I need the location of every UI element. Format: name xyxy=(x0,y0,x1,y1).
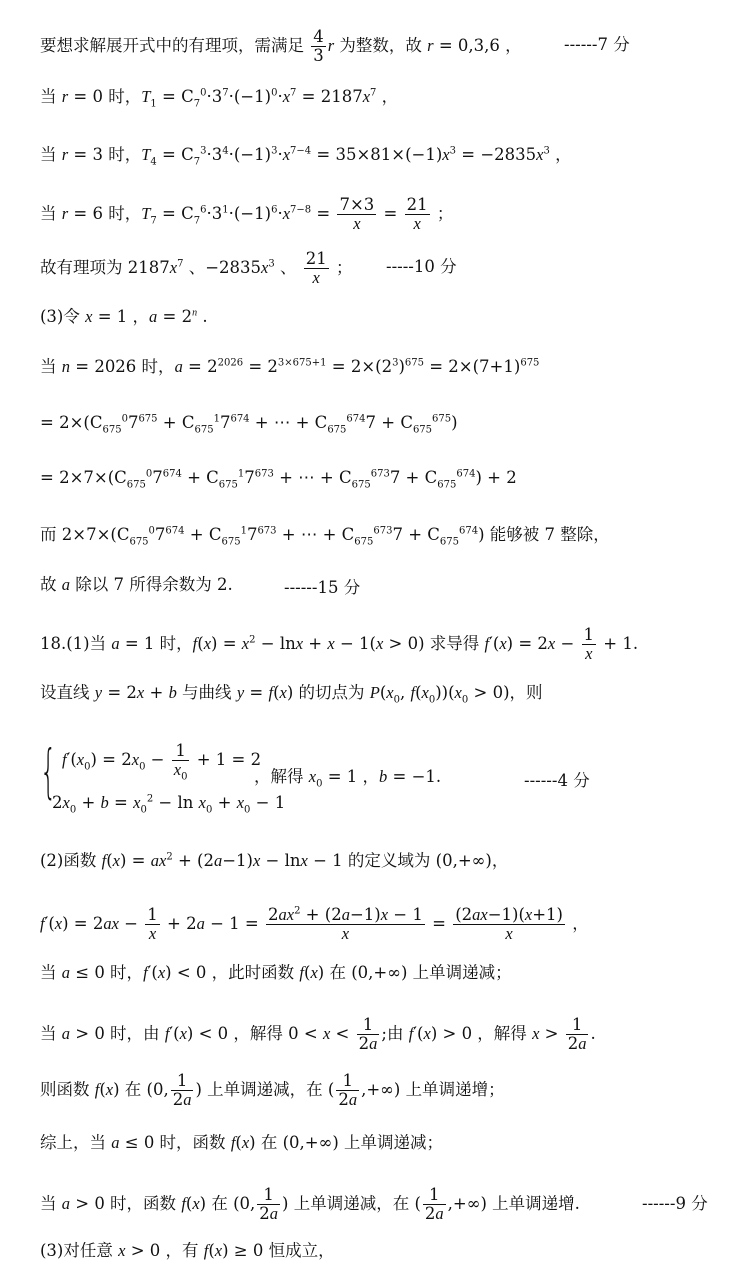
line-18: 当 a > 0 时，由 f′(x) < 0 ，解得 0 < x < $\frac{1}{2a}$ ;由 f′(x) > 0 ，解得 x > $\frac{1}{2a}$ . xyxy=(40,1015,596,1053)
score-15: ------15 分 xyxy=(284,578,361,597)
system-brace: { xyxy=(40,737,57,805)
line-4: 当 r = 6 时，$T_7 = C_7^6\cdot 3^1\cdot(-1)^6\cdot x^{7-8}$ = $\frac{7\times 3}{x}$ = $\frac{21}{x}$ ； xyxy=(40,195,454,233)
score-4: ------4 分 xyxy=(524,771,590,790)
line-15: (2)函数 $f(x) = ax^2 + (2a-1)x - \ln x - 1$ 的定义域为 (0,+∞)， xyxy=(40,851,509,870)
line-13: 设直线 y = 2x + b 与曲线 y = f(x) 的切点为 $P(x_0$, $f(x_0))(x_0 > 0)$，则 xyxy=(40,683,543,706)
line-1: 要想求解展开式中的有理项，需满足 $\frac{4}{3}$ r 为整数，故 r = 0,3,6 ， xyxy=(40,27,522,65)
line-11: 故 a 除以 7 所得余数为 2. xyxy=(40,575,233,594)
line-9: = $2\times 7\times(C_{675}^07^{674} + C_{675}^17^{673}$ + ⋯ + $C_{675}^{673}7 + C_{675}^{674}) + 2$ xyxy=(40,468,517,491)
system-equation-2: $2x_0 + b = x_0^2 - \ln x_0 + x_0 - 1$ xyxy=(52,793,286,816)
line-5: 故有理项为 $2187x^7$ 、$-2835x^3$ 、 $\frac{21}{x}$ ； xyxy=(40,249,353,287)
line-16: f′(x) = 2ax − $\frac{1}{x}$ + 2a − 1 = $\frac{2ax^2 + (2a-1)x - 1}{x}$ = $\frac{(2ax-1)(x+1)}{x}$ ， xyxy=(40,905,589,943)
line-2: 当 r = 0 时，$T_1 = C_7^0\cdot 3^7\cdot(-1)^0\cdot x^7 = 2187x^7$ ， xyxy=(40,87,399,110)
score-9: ------9 分 xyxy=(642,1194,708,1213)
system-solution: ，解得 $x_0 = 1$ ，b = −1. xyxy=(254,767,442,790)
line-6: (3)令 x = 1 ，$a = 2^n$ . xyxy=(40,307,208,326)
score-10: -----10 分 xyxy=(386,257,457,276)
system-equation-1: $f'(x_0) = 2x_0$ − $\frac{1}{x_0}$ + 1 = 2 xyxy=(62,741,262,783)
line-17: 当 a ≤ 0 时，f′(x) < 0 ，此时函数 f(x) 在 (0,+∞) 上单调递减； xyxy=(40,963,512,982)
score-7: ------7 分 xyxy=(564,35,630,54)
line-10: 而 $2\times 7\times(C_{675}^07^{674} + C_{675}^17^{673}$ + ⋯ + $C_{675}^{673}7 + C_{675}^{674}$) 能够被 7 整除， xyxy=(40,525,610,548)
line-3: 当 r = 3 时，$T_4 = C_7^3\cdot 3^4\cdot(-1)^3\cdot x^{7-4} = 35\times 81\times(-1)x^3 = -2835x^3$ ， xyxy=(40,145,572,168)
line-8: = $2\times(C_{675}^07^{675} + C_{675}^17^{674}$ + ⋯ + $C_{675}^{674}7 + C_{675}^{675}$) xyxy=(40,413,458,436)
line-20: 综上，当 a ≤ 0 时，函数 f(x) 在 (0,+∞) 上单调递减； xyxy=(40,1133,444,1152)
line-7: 当 n = 2026 时，$a = 2^{2026} = 2^{3\times 675+1} = 2\times(2^3)^{675} = 2\times(7+1)^{675}$ xyxy=(40,357,540,376)
line-22: (3)对任意 x > 0 ，有 f(x) ≥ 0 恒成立， xyxy=(40,1241,335,1260)
line-12: 18.(1)当 a = 1 时，$f(x) = x^2 - \ln x + x - 1(x > 0)$ 求导得 f′(x) = 2x − $\frac{1}{x}$ + 1. xyxy=(40,625,639,663)
line-19: 则函数 f(x) 在 (0, $\frac{1}{2a}$ ) 上单调递减，在 ( $\frac{1}{2a}$ ,+∞) 上单调递增； xyxy=(40,1071,505,1109)
line-21: 当 a > 0 时，函数 f(x) 在 (0, $\frac{1}{2a}$ ) 上单调递减，在 ( $\frac{1}{2a}$ ,+∞) 上单调递增. xyxy=(40,1185,580,1223)
